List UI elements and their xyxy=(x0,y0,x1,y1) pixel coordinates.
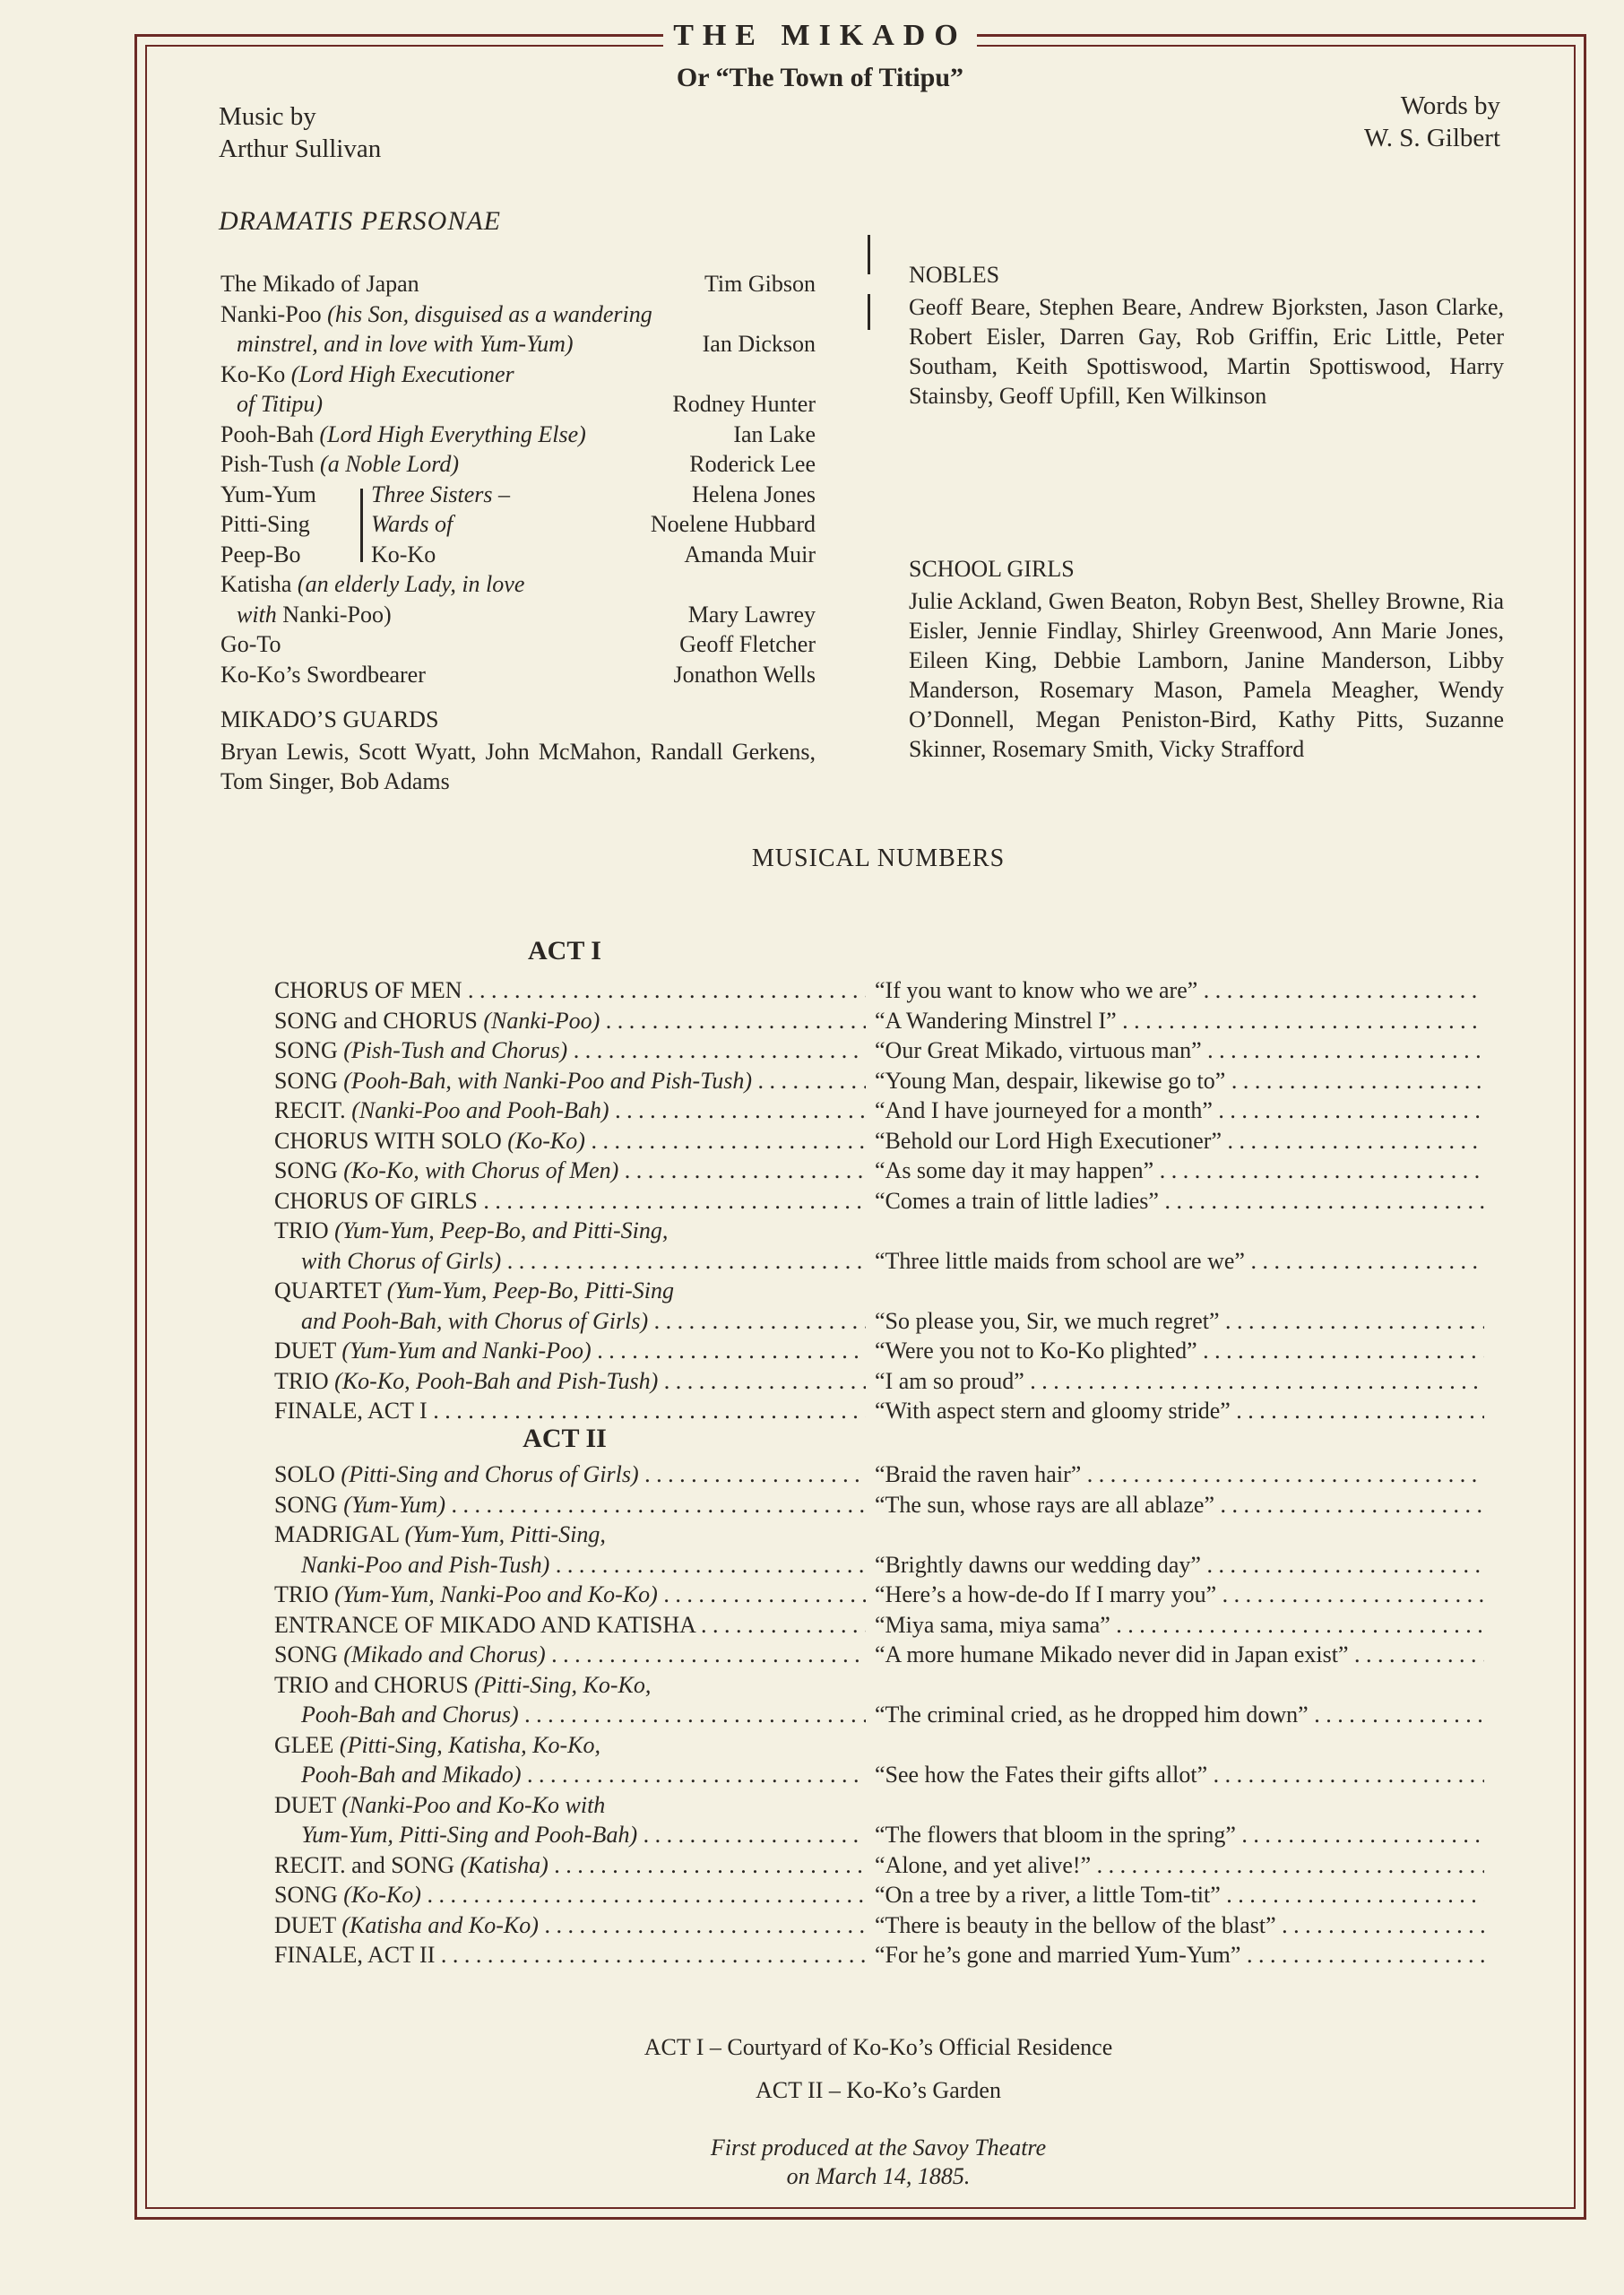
number-row xyxy=(274,1035,1493,1066)
cast-role: The Mikado of Japan xyxy=(220,271,419,297)
number-form: TRIO xyxy=(274,1217,329,1243)
cast-desc: (an elderly Lady, in love xyxy=(297,571,525,597)
cast-desc: minstrel, and in love with Yum-Yum) xyxy=(237,331,574,357)
number-song: “See how the Fates their gifts allot” xyxy=(875,1762,1208,1788)
cast-actor: Tim Gibson xyxy=(704,271,816,297)
number-form: SONG xyxy=(274,1037,338,1063)
act2-setting: ACT II – Ko-Ko’s Garden xyxy=(756,2077,1001,2103)
number-song: “And I have journeyed for a month” xyxy=(875,1097,1213,1123)
number-performers: (Ko-Ko, with Chorus of Men) xyxy=(343,1157,619,1183)
cast-role: Nanki-Poo xyxy=(220,300,322,327)
number-performers: with Chorus of Girls) xyxy=(301,1247,502,1274)
number-form: SOLO xyxy=(274,1461,335,1487)
number-song: “As some day it may happen” xyxy=(875,1157,1154,1183)
number-performers: (Yum-Yum, Nanki-Poo and Ko-Ko) xyxy=(334,1581,658,1607)
number-row xyxy=(274,975,1493,1006)
act2-numbers xyxy=(274,1459,1493,1970)
number-form: DUET xyxy=(274,1911,336,1938)
number-row xyxy=(274,1520,1493,1550)
number-song: “Behold our Lord High Executioner” xyxy=(875,1127,1222,1154)
schoolgirls-heading: SCHOOL GIRLS xyxy=(909,556,1075,582)
number-row xyxy=(274,1336,1493,1366)
words-credit-name: W. S. Gilbert xyxy=(1364,124,1500,152)
number-form: QUARTET xyxy=(274,1277,382,1303)
cast-role: Peep-Bo xyxy=(220,541,301,567)
number-form: FINALE, ACT I xyxy=(274,1398,428,1424)
number-form: GLEE xyxy=(274,1731,334,1758)
number-row xyxy=(274,1910,1493,1941)
number-row xyxy=(274,1790,1493,1821)
number-song: “A Wandering Minstrel I” xyxy=(875,1007,1117,1034)
number-song: “The criminal cried, as he dropped him down” xyxy=(875,1702,1309,1728)
number-form: CHORUS WITH SOLO xyxy=(274,1127,502,1154)
cast-role: Pooh-Bah xyxy=(220,420,314,447)
number-song: “Were you not to Ko-Ko plighted” xyxy=(875,1338,1197,1364)
number-performers: (Nanki-Poo and Ko-Ko with xyxy=(341,1791,606,1818)
number-row xyxy=(274,1366,1493,1397)
number-performers: (Yum-Yum, Peep-Bo, and Pitti-Sing, xyxy=(334,1217,669,1243)
number-row xyxy=(274,1850,1493,1881)
number-row xyxy=(274,1216,1493,1246)
number-row xyxy=(274,1490,1493,1520)
number-song: “Miya sama, miya sama” xyxy=(875,1611,1110,1638)
scene-settings xyxy=(538,2026,1219,2112)
number-performers: Pooh-Bah and Mikado) xyxy=(301,1762,522,1788)
cast-row xyxy=(220,660,816,690)
number-song: “On a tree by a river, a little Tom-tit” xyxy=(875,1882,1221,1908)
words-credit-label: Words by xyxy=(1400,91,1500,120)
number-performers: (Yum-Yum) xyxy=(343,1491,445,1518)
cast-role: Katisha xyxy=(220,571,292,597)
number-song: “Braid the raven hair” xyxy=(875,1461,1082,1487)
number-row xyxy=(274,1700,1493,1730)
cast-desc: Ko-Ko xyxy=(371,541,436,567)
cast-desc: Wards of xyxy=(371,511,454,537)
number-song: “Alone, and yet alive!” xyxy=(875,1851,1092,1878)
number-row xyxy=(274,1550,1493,1581)
number-performers: (Mikado and Chorus) xyxy=(343,1641,546,1667)
cast-role: Pish-Tush xyxy=(220,451,315,477)
number-song: “Here’s a how-de-do If I marry you” xyxy=(875,1581,1217,1607)
number-performers: (Nanki-Poo and Pooh-Bah) xyxy=(351,1097,609,1123)
number-form: CHORUS OF MEN xyxy=(274,977,462,1003)
nobles-list: Geoff Beare, Stephen Beare, Andrew Bjorksten, Jason Clarke, Robert Eisler, Darren Gay, Rob Griffin, Eric Little, Peter Southam, Keith Spottiswood, Martin Spottiswood, Harry Stainsby, Geoff Upfill, Ken Wilkinson xyxy=(909,294,1504,409)
number-row xyxy=(274,1580,1493,1610)
cast-actor: Amanda Muir xyxy=(684,541,816,567)
schoolgirls-list: Julie Ackland, Gwen Beaton, Robyn Best, Shelley Browne, Ria Eisler, Jennie Findlay, Shirley Greenwood, Ann Marie Jones, Eileen King, Debbie Lamborn, Janine Manderson, Libby Manderson, Rosemary Mason, Pamela Meagher, Wendy O’Donnell, Megan Peniston-Bird, Kathy Pitts, Suzanne Skinner, Rosemary Smith, Vicky Strafford xyxy=(909,588,1504,762)
number-row xyxy=(274,1096,1493,1126)
number-performers: (Yum-Yum and Nanki-Poo) xyxy=(341,1338,592,1364)
number-row xyxy=(274,1880,1493,1910)
music-credit-name: Arthur Sullivan xyxy=(219,134,382,163)
number-performers: (Ko-Ko, Pooh-Bah and Pish-Tush) xyxy=(334,1367,659,1394)
number-performers: (Pish-Tush and Chorus) xyxy=(343,1037,568,1063)
first-produced-note xyxy=(627,2134,1129,2191)
cast-role: Go-To xyxy=(220,631,281,657)
cast-actor: Ian Dickson xyxy=(702,331,816,357)
number-form: SONG xyxy=(274,1491,338,1518)
cast-actor: Ian Lake xyxy=(733,420,816,447)
title-block xyxy=(663,14,977,57)
cast-row xyxy=(220,329,816,359)
number-performers: (Ko-Ko) xyxy=(343,1882,421,1908)
cast-desc: (a Noble Lord) xyxy=(320,451,460,477)
number-form: DUET xyxy=(274,1791,336,1818)
number-row xyxy=(274,1186,1493,1217)
number-song: “So please you, Sir, we much regret” xyxy=(875,1307,1220,1334)
cast-list xyxy=(220,269,816,689)
number-performers: (Pitti-Sing, Ko-Ko, xyxy=(474,1671,652,1698)
number-performers: Nanki-Poo and Pish-Tush) xyxy=(301,1551,550,1578)
cast-row xyxy=(220,269,816,299)
cast-role: Pitti-Sing xyxy=(220,511,310,537)
number-song: “Comes a train of little ladies” xyxy=(875,1187,1159,1214)
act2-heading: ACT II xyxy=(523,1424,607,1453)
number-row xyxy=(274,1006,1493,1036)
cast-actor: Mary Lawrey xyxy=(687,601,816,628)
words-credit xyxy=(1364,90,1500,154)
number-song: “Our Great Mikado, virtuous man” xyxy=(875,1037,1202,1063)
cast-row xyxy=(220,600,816,630)
guards-list: Bryan Lewis, Scott Wyatt, John McMahon, Randall Gerkens, Tom Singer, Bob Adams xyxy=(220,739,816,794)
cast-row xyxy=(220,629,816,660)
number-song: “The sun, whose rays are all ablaze” xyxy=(875,1491,1214,1518)
number-form: SONG xyxy=(274,1882,338,1908)
act1-heading: ACT I xyxy=(528,936,601,966)
number-performers: Pooh-Bah and Chorus) xyxy=(301,1702,519,1728)
number-song: “I am so proud” xyxy=(875,1367,1024,1394)
number-row xyxy=(274,1396,1493,1426)
cast-desc: (his Son, disguised as a wandering xyxy=(327,300,652,327)
bracket xyxy=(346,480,371,570)
cast-desc: of Titipu) xyxy=(237,391,324,417)
number-song: “There is beauty in the bellow of the blast” xyxy=(875,1911,1276,1938)
act1-setting: ACT I – Courtyard of Ko-Ko’s Official Residence xyxy=(644,2034,1113,2060)
cast-role: Yum-Yum xyxy=(220,481,316,507)
number-form: TRIO and CHORUS xyxy=(274,1671,469,1698)
margin-mark xyxy=(868,235,870,274)
number-form: TRIO xyxy=(274,1367,329,1394)
cast-row xyxy=(220,420,816,450)
cast-actor: Geoff Fletcher xyxy=(679,631,816,657)
number-row xyxy=(274,1820,1493,1850)
cast-actor: Rodney Hunter xyxy=(672,391,816,417)
sisters-block xyxy=(220,480,816,570)
number-row xyxy=(274,1066,1493,1096)
number-performers: (Pitti-Sing, Katisha, Ko-Ko, xyxy=(339,1731,600,1758)
number-row xyxy=(274,1640,1493,1670)
number-row xyxy=(274,1156,1493,1186)
margin-mark xyxy=(868,294,870,330)
number-performers: (Ko-Ko) xyxy=(507,1127,585,1154)
number-performers: (Nanki-Poo) xyxy=(483,1007,600,1034)
number-song: “Brightly dawns our wedding day” xyxy=(875,1551,1201,1578)
number-row xyxy=(274,1246,1493,1277)
nobles-heading: NOBLES xyxy=(909,262,1000,288)
number-row xyxy=(274,1610,1493,1641)
number-row xyxy=(274,1126,1493,1156)
number-song: “A more humane Mikado never did in Japan exist” xyxy=(875,1641,1349,1667)
cast-desc: with xyxy=(237,601,277,628)
number-form: DUET xyxy=(274,1338,336,1364)
number-form: SONG xyxy=(274,1067,338,1094)
page-title: THE MIKADO xyxy=(673,19,967,52)
number-form: SONG xyxy=(274,1157,338,1183)
number-song: “Three little maids from school are we” xyxy=(875,1247,1245,1274)
number-song: “If you want to know who we are” xyxy=(875,977,1198,1003)
number-form: FINALE, ACT II xyxy=(274,1942,436,1968)
number-row xyxy=(274,1730,1493,1761)
page-subtitle: Or “The Town of Titipu” xyxy=(676,63,964,92)
number-row xyxy=(274,1670,1493,1701)
cast-role: Ko-Ko’s Swordbearer xyxy=(220,661,426,688)
number-form: SONG and CHORUS xyxy=(274,1007,478,1034)
cast-actor: Helena Jones xyxy=(692,481,816,507)
cast-desc: (Lord High Executioner xyxy=(290,360,514,387)
number-row xyxy=(274,1306,1493,1337)
number-form: CHORUS OF GIRLS xyxy=(274,1187,478,1214)
cast-row xyxy=(220,299,816,330)
number-performers: (Yum-Yum, Pitti-Sing, xyxy=(404,1521,606,1547)
cast-row xyxy=(220,449,816,480)
number-form: MADRIGAL xyxy=(274,1521,400,1547)
cast-actor: Jonathon Wells xyxy=(673,661,816,688)
musical-numbers-heading: MUSICAL NUMBERS xyxy=(751,844,1006,872)
cast-actor: Noelene Hubbard xyxy=(650,511,816,537)
cast-desc: (Lord High Everything Else) xyxy=(319,420,586,447)
cast-row xyxy=(220,389,816,420)
number-performers: (Yum-Yum, Peep-Bo, Pitti-Sing xyxy=(386,1277,674,1303)
number-performers: (Katisha) xyxy=(460,1851,549,1878)
number-form: RECIT. xyxy=(274,1097,346,1123)
number-row xyxy=(274,1276,1493,1306)
music-credit-label: Music by xyxy=(219,102,316,131)
number-song: “For he’s gone and married Yum-Yum” xyxy=(875,1942,1241,1968)
number-song: “Young Man, despair, likewise go to” xyxy=(875,1067,1226,1094)
number-performers: and Pooh-Bah, with Chorus of Girls) xyxy=(301,1307,649,1334)
number-form: ENTRANCE OF MIKADO AND KATISHA xyxy=(274,1611,695,1638)
dramatis-heading: DRAMATIS PERSONAE xyxy=(219,206,501,236)
act1-numbers xyxy=(274,975,1493,1426)
number-performers: (Pooh-Bah, with Nanki-Poo and Pish-Tush) xyxy=(343,1067,752,1094)
music-credit xyxy=(219,100,381,165)
number-performers: (Pitti-Sing and Chorus of Girls) xyxy=(341,1461,639,1487)
number-performers: (Katisha and Ko-Ko) xyxy=(341,1911,539,1938)
cast-desc: Nanki-Poo) xyxy=(282,601,392,628)
cast-actor: Roderick Lee xyxy=(689,451,816,477)
number-row xyxy=(274,1940,1493,1970)
cast-row xyxy=(220,359,816,390)
number-row xyxy=(274,1760,1493,1790)
number-song: “The flowers that bloom in the spring” xyxy=(875,1822,1236,1848)
number-row xyxy=(274,1459,1493,1490)
first-produced-line: First produced at the Savoy Theatre xyxy=(710,2135,1047,2161)
number-form: TRIO xyxy=(274,1581,329,1607)
number-form: SONG xyxy=(274,1641,338,1667)
number-song: “With aspect stern and gloomy stride” xyxy=(875,1398,1231,1424)
first-produced-line: on March 14, 1885. xyxy=(786,2163,971,2189)
number-performers: Yum-Yum, Pitti-Sing and Pooh-Bah) xyxy=(301,1822,638,1848)
cast-row xyxy=(220,569,816,600)
number-form: RECIT. and SONG xyxy=(274,1851,455,1878)
cast-role: Ko-Ko xyxy=(220,360,286,387)
guards-heading: MIKADO’S GUARDS xyxy=(220,706,439,732)
cast-desc: Three Sisters – xyxy=(371,481,511,507)
